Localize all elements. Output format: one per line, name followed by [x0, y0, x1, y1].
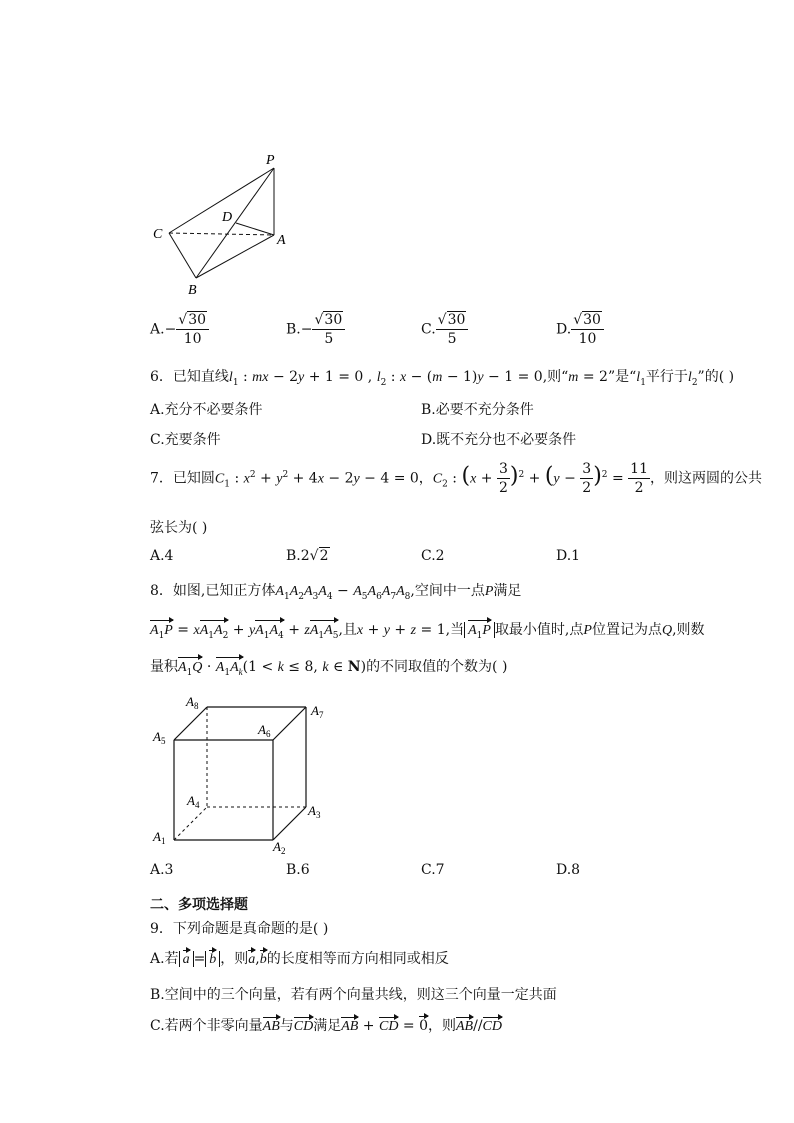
- q9-option-c[interactable]: C.若两个非零向量AB与CD满足AB + CD = 0，则AB//CD: [150, 1018, 502, 1034]
- q6-option-b[interactable]: B.必要不充分条件: [421, 402, 534, 418]
- svg-text:A5: $A_5$: [153, 729, 166, 746]
- q7-option-d[interactable]: D.1: [556, 548, 581, 564]
- tetrahedron-figure: [148, 150, 298, 300]
- q5-option-a[interactable]: A.− $\frac{√30}{10}$: [150, 313, 209, 346]
- svg-text:A6: $A_6$: [258, 722, 271, 739]
- svg-text:A3: $A_3$: [308, 803, 321, 820]
- q8-stem-line2: $A_1P = xA_1A_2 + yA_1A_4 + zA_1A_5$,且x + y + z = 1,当 $A_1P$ 取最小值时,点P位置记为点Q,则数: [150, 622, 705, 641]
- q8-stem-line3: 量积$A_1Q \cdot A_1A_k(1 < k \le 8$, k ∈ N)的不同取值的个数为( ): [150, 659, 508, 678]
- cube-figure: [150, 688, 340, 856]
- q9-stem: 9．下列命题是真命题的是( ): [150, 921, 329, 937]
- q8-option-d[interactable]: D.8: [556, 862, 581, 878]
- label-c: C: [153, 227, 163, 242]
- section-heading: 二、多项选择题: [150, 897, 248, 913]
- q6-option-a[interactable]: A.充分不必要条件: [150, 402, 263, 418]
- svg-text:A2: $A_2$: [273, 839, 286, 856]
- q8-option-a[interactable]: A.3: [150, 862, 174, 878]
- q6-stem: 6．已知直线$l_1$ : mx − 2y + 1 = 0 , $l_2$ : x − (m − 1)y − 1 = 0,则“m = 2”是“$l_1$平行于$l_2$”的( ): [150, 369, 735, 388]
- q9-option-b[interactable]: B.空间中的三个向量，若有两个向量共线，则这三个向量一定共面: [150, 987, 557, 1003]
- label-a: A: [277, 233, 286, 248]
- svg-text:A8: $A_8$: [186, 694, 199, 711]
- q6-option-c[interactable]: C.充要条件: [150, 432, 221, 448]
- q7-option-c[interactable]: C.2: [421, 548, 445, 564]
- q5-option-c[interactable]: C. $\frac{√30}{5}$: [421, 313, 468, 346]
- q7-stem-cont: 弦长为( ): [150, 520, 208, 536]
- q6-option-d[interactable]: D.既不充分也不必要条件: [421, 432, 577, 448]
- q7-stem: 7．已知圆$C_1$ : $x^2 + y^2 + 4x - 2y - 4 = 0$，$C_2$ : (x + $\frac{3}{2}$ )$^2$ + (y − $\frac{3}{2}$ )$^2$ = $\frac{11}{2}$ ，则这两圆的公共: [150, 461, 762, 496]
- label-b: B: [188, 283, 197, 298]
- svg-text:A1: $A_1$: [153, 829, 166, 846]
- q9-option-a[interactable]: A.若 a = b ，则a,b的长度相等而方向相同或相反: [150, 951, 449, 967]
- label-d: D: [222, 210, 233, 225]
- q8-option-c[interactable]: C.7: [421, 862, 445, 878]
- q8-stem-line1: 8．如图,已知正方体$A_1A_2A_3A_4 - A_5A_6A_7A_8$,空间中一点P满足: [150, 583, 522, 602]
- svg-text:A7: $A_7$: [311, 703, 324, 720]
- q7-option-a[interactable]: A.4: [150, 548, 174, 564]
- q7-option-b[interactable]: B.2√2: [286, 548, 329, 564]
- label-p: P: [266, 153, 275, 168]
- q8-option-b[interactable]: B.6: [286, 862, 310, 878]
- q5-option-d[interactable]: D. $\frac{√30}{10}$: [556, 313, 604, 346]
- q5-option-b[interactable]: B.− $\frac{√30}{5}$: [286, 313, 345, 346]
- svg-text:A4: $A_4$: [187, 793, 200, 810]
